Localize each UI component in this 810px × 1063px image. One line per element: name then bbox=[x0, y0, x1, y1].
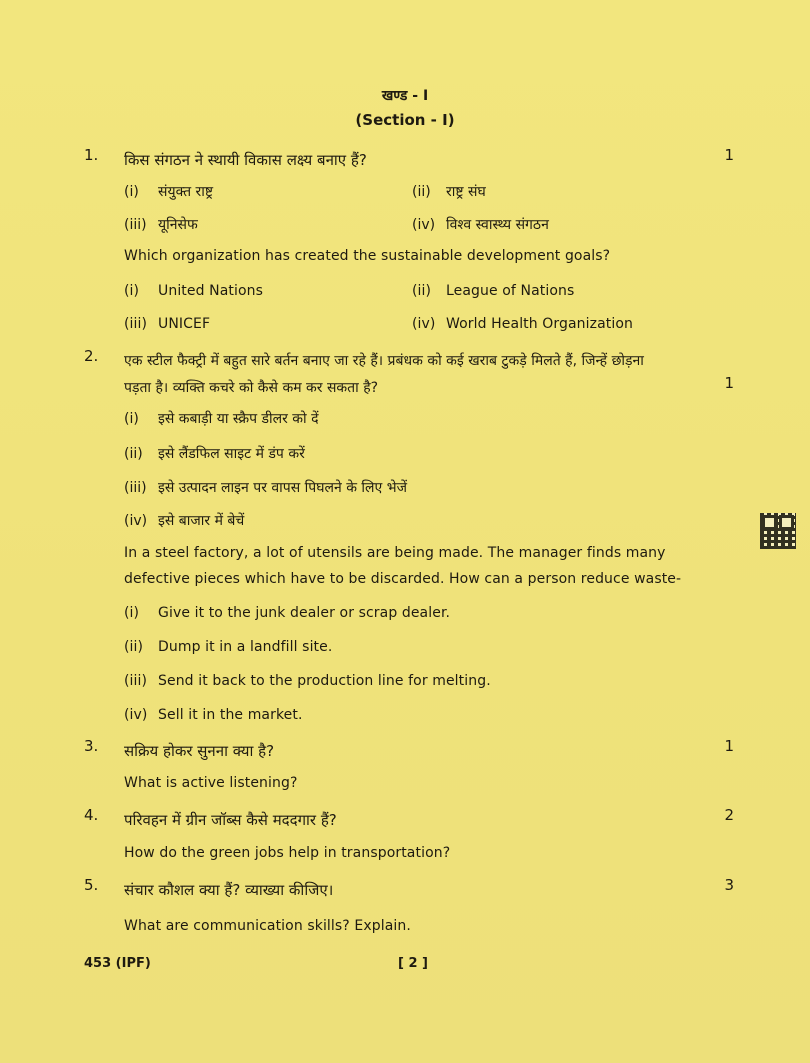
option-hi-1: (i) इसे कबाड़ी या स्क्रैप डीलर को दें bbox=[124, 411, 319, 427]
question-text-english-line1: In a steel factory, a lot of utensils are being made. The manager finds many bbox=[124, 545, 666, 561]
option-en-2: (ii) League of Nations bbox=[412, 283, 575, 299]
question-text-hindi: संचार कौशल क्या हैं? व्याख्या कीजिए। bbox=[124, 881, 334, 899]
question-number: 4. bbox=[84, 806, 99, 824]
option-hi-3: (iii) इसे उत्पादन लाइन पर वापस पिघलने के लिए भेजें bbox=[124, 480, 407, 496]
question-marks: 1 bbox=[724, 737, 734, 755]
option-en-4: (iv) Sell it in the market. bbox=[124, 707, 303, 723]
option-en-2: (ii) Dump it in a landfill site. bbox=[124, 639, 333, 655]
option-en-3: (iii) UNICEF bbox=[124, 316, 211, 332]
question-text-english: Which organization has created the sustainable development goals? bbox=[124, 248, 611, 264]
option-hi-4: (iv) इसे बाजार में बेचें bbox=[124, 513, 245, 529]
option-hi-4: (iv) विश्व स्वास्थ्य संगठन bbox=[412, 217, 549, 233]
section-title-hindi: खण्ड - I bbox=[381, 88, 429, 104]
option-hi-2: (ii) इसे लैंडफिल साइट में डंप करें bbox=[124, 446, 305, 462]
question-number: 5. bbox=[84, 876, 99, 894]
question-text-english: How do the green jobs help in transportation? bbox=[124, 845, 451, 861]
question-number: 2. bbox=[84, 347, 99, 365]
question-text-hindi: किस संगठन ने स्थायी विकास लक्ष्य बनाए हैं? bbox=[124, 151, 367, 169]
question-marks: 3 bbox=[724, 876, 734, 894]
question-marks: 1 bbox=[724, 146, 734, 164]
question-text-hindi-line1: एक स्टील फैक्ट्री में बहुत सारे बर्तन बनाए जा रहे हैं। प्रबंधक को कई खराब टुकड़े मिलते हैं, जिन्हें छोड़ना bbox=[124, 353, 644, 369]
paper-code: 453 (IPF) bbox=[84, 956, 151, 971]
option-en-4: (iv) World Health Organization bbox=[412, 316, 633, 332]
question-text-hindi: सक्रिय होकर सुनना क्या है? bbox=[124, 742, 275, 760]
question-marks: 1 bbox=[724, 374, 734, 392]
question-text-english: What is active listening? bbox=[124, 775, 298, 791]
option-en-1: (i) Give it to the junk dealer or scrap dealer. bbox=[124, 605, 451, 621]
question-marks: 2 bbox=[724, 806, 734, 824]
question-number: 1. bbox=[84, 146, 99, 164]
option-en-3: (iii) Send it back to the production line for melting. bbox=[124, 673, 491, 689]
page-number: [ 2 ] bbox=[398, 956, 428, 971]
option-hi-2: (ii) राष्ट्र संघ bbox=[412, 184, 486, 200]
question-number: 3. bbox=[84, 737, 99, 755]
question-text-hindi: परिवहन में ग्रीन जॉब्स कैसे मददगार हैं? bbox=[124, 811, 337, 829]
option-hi-1: (i) संयुक्त राष्ट्र bbox=[124, 184, 214, 200]
question-text-english: What are communication skills? Explain. bbox=[124, 918, 411, 934]
option-hi-3: (iii) यूनिसेफ bbox=[124, 217, 198, 233]
question-text-english-line2: defective pieces which have to be discarded. How can a person reduce waste- bbox=[124, 571, 682, 587]
qr-code-icon bbox=[760, 513, 796, 549]
question-text-hindi-line2: पड़ता है। व्यक्ति कचरे को कैसे कम कर सकता है? bbox=[124, 380, 379, 396]
option-en-1: (i) United Nations bbox=[124, 283, 264, 299]
section-title-english: (Section - I) bbox=[355, 111, 455, 129]
